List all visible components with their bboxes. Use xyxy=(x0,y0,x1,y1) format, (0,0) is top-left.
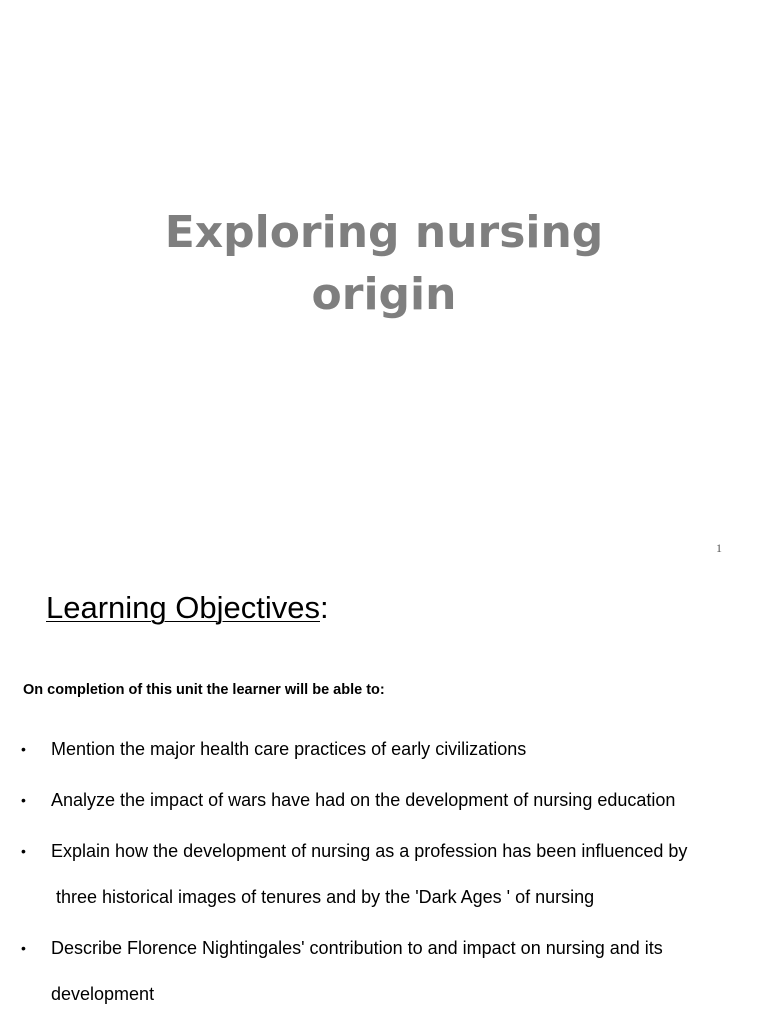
objectives-intro: On completion of this unit the learner will be able to: xyxy=(23,682,385,698)
objective-text-continued: development xyxy=(51,984,155,1004)
objectives-heading xyxy=(46,588,329,628)
objective-item xyxy=(0,726,768,772)
objective-text: Analyze the impact of wars have had on the development of nursing education xyxy=(51,790,676,810)
bullet-icon: • xyxy=(21,843,26,859)
slide-title-line-1: Exploring nursing xyxy=(164,207,604,258)
objective-item xyxy=(0,828,768,920)
slide-title-line-2: origin xyxy=(311,269,457,320)
objectives-list xyxy=(0,726,768,1022)
bullet-icon: • xyxy=(21,940,26,956)
objective-item xyxy=(0,777,768,823)
slide-title xyxy=(0,202,768,326)
bullet-icon: • xyxy=(21,792,26,808)
objectives-heading-colon: : xyxy=(320,590,329,625)
objectives-heading-text: Learning Objectives xyxy=(46,590,320,625)
bullet-icon: • xyxy=(21,741,26,757)
page-number: 1 xyxy=(716,541,722,555)
objective-text: Mention the major health care practices of early civilizations xyxy=(51,739,527,759)
objective-text: Describe Florence Nightingales' contribution to and impact on nursing and its xyxy=(51,938,663,958)
objective-text: Explain how the development of nursing as a profession has been influenced by xyxy=(51,841,688,861)
objective-text-continued: three historical images of tenures and by the 'Dark Ages ' of nursing xyxy=(56,887,595,907)
objective-item xyxy=(0,925,768,1017)
